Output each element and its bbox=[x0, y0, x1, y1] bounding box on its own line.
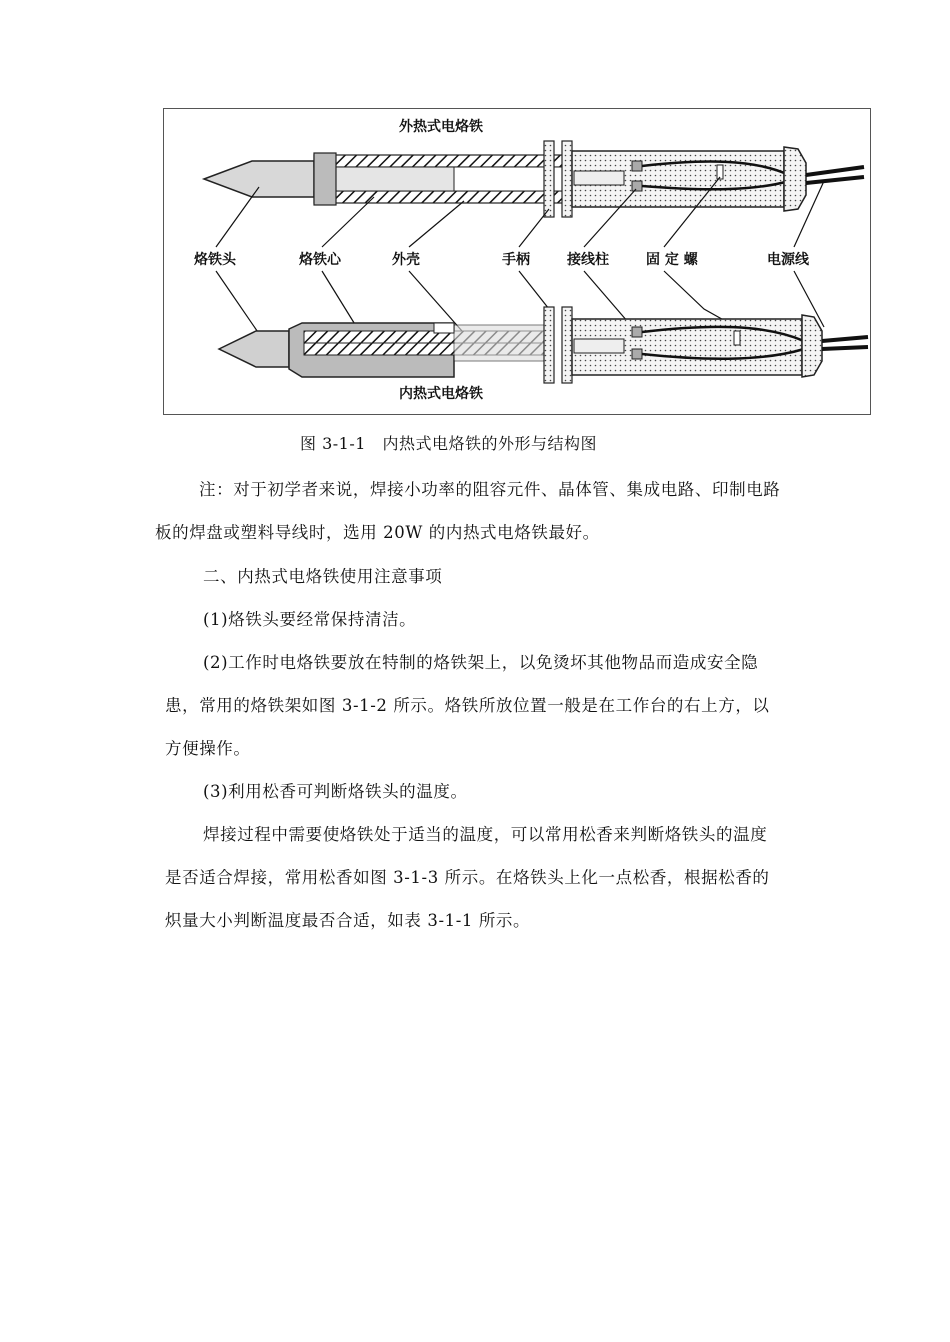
item-1: (1)烙铁头要经常保持清洁。 bbox=[203, 610, 417, 629]
paragraph-line-2: 是否适合焊接，常用松香如图 3-1-3 所示。在烙铁头上化一点松香，根据松香的 bbox=[165, 868, 770, 887]
label-terminal: 接线柱 bbox=[567, 252, 609, 268]
paragraph-line-3: 炽量大小判断温度最否合适，如表 3-1-1 所示。 bbox=[165, 911, 531, 930]
label-core: 烙铁心 bbox=[299, 252, 341, 268]
note-line-1: 注：对于初学者来说，焊接小功率的阻容元件、晶体管、集成电路、印制电路 bbox=[199, 480, 781, 499]
section-heading: 二、内热式电烙铁使用注意事项 bbox=[203, 567, 443, 586]
label-cord: 电源线 bbox=[767, 252, 809, 268]
bottom-iron-title: 内热式电烙铁 bbox=[399, 386, 483, 402]
label-shell: 外壳 bbox=[392, 252, 420, 268]
figure-caption: 图 3-1-1 内热式电烙铁的外形与结构图 bbox=[300, 434, 597, 453]
item-2-line-3: 方便操作。 bbox=[165, 739, 251, 758]
top-iron-title: 外热式电烙铁 bbox=[399, 119, 483, 135]
soldering-iron-figure bbox=[163, 108, 871, 415]
item-3: (3)利用松香可判断烙铁头的温度。 bbox=[203, 782, 468, 801]
note-line-2: 板的焊盘或塑料导线时，选用 20W 的内热式电烙铁最好。 bbox=[155, 523, 600, 542]
internal-heat-iron bbox=[219, 307, 868, 383]
item-2-line-2: 患，常用的烙铁架如图 3-1-2 所示。烙铁所放位置一般是在工作台的右上方，以 bbox=[165, 696, 770, 715]
soldering-iron-diagram bbox=[164, 109, 872, 416]
label-handle: 手柄 bbox=[502, 252, 530, 268]
label-tip: 烙铁头 bbox=[194, 252, 236, 268]
paragraph-line-1: 焊接过程中需要使烙铁处于适当的温度，可以常用松香来判断烙铁头的温度 bbox=[203, 825, 768, 844]
item-2-line-1: (2)工作时电烙铁要放在特制的烙铁架上，以免烫坏其他物品而造成安全隐 bbox=[203, 653, 759, 672]
external-heat-iron bbox=[204, 141, 864, 217]
label-screw: 固 定 螺 bbox=[646, 252, 698, 268]
